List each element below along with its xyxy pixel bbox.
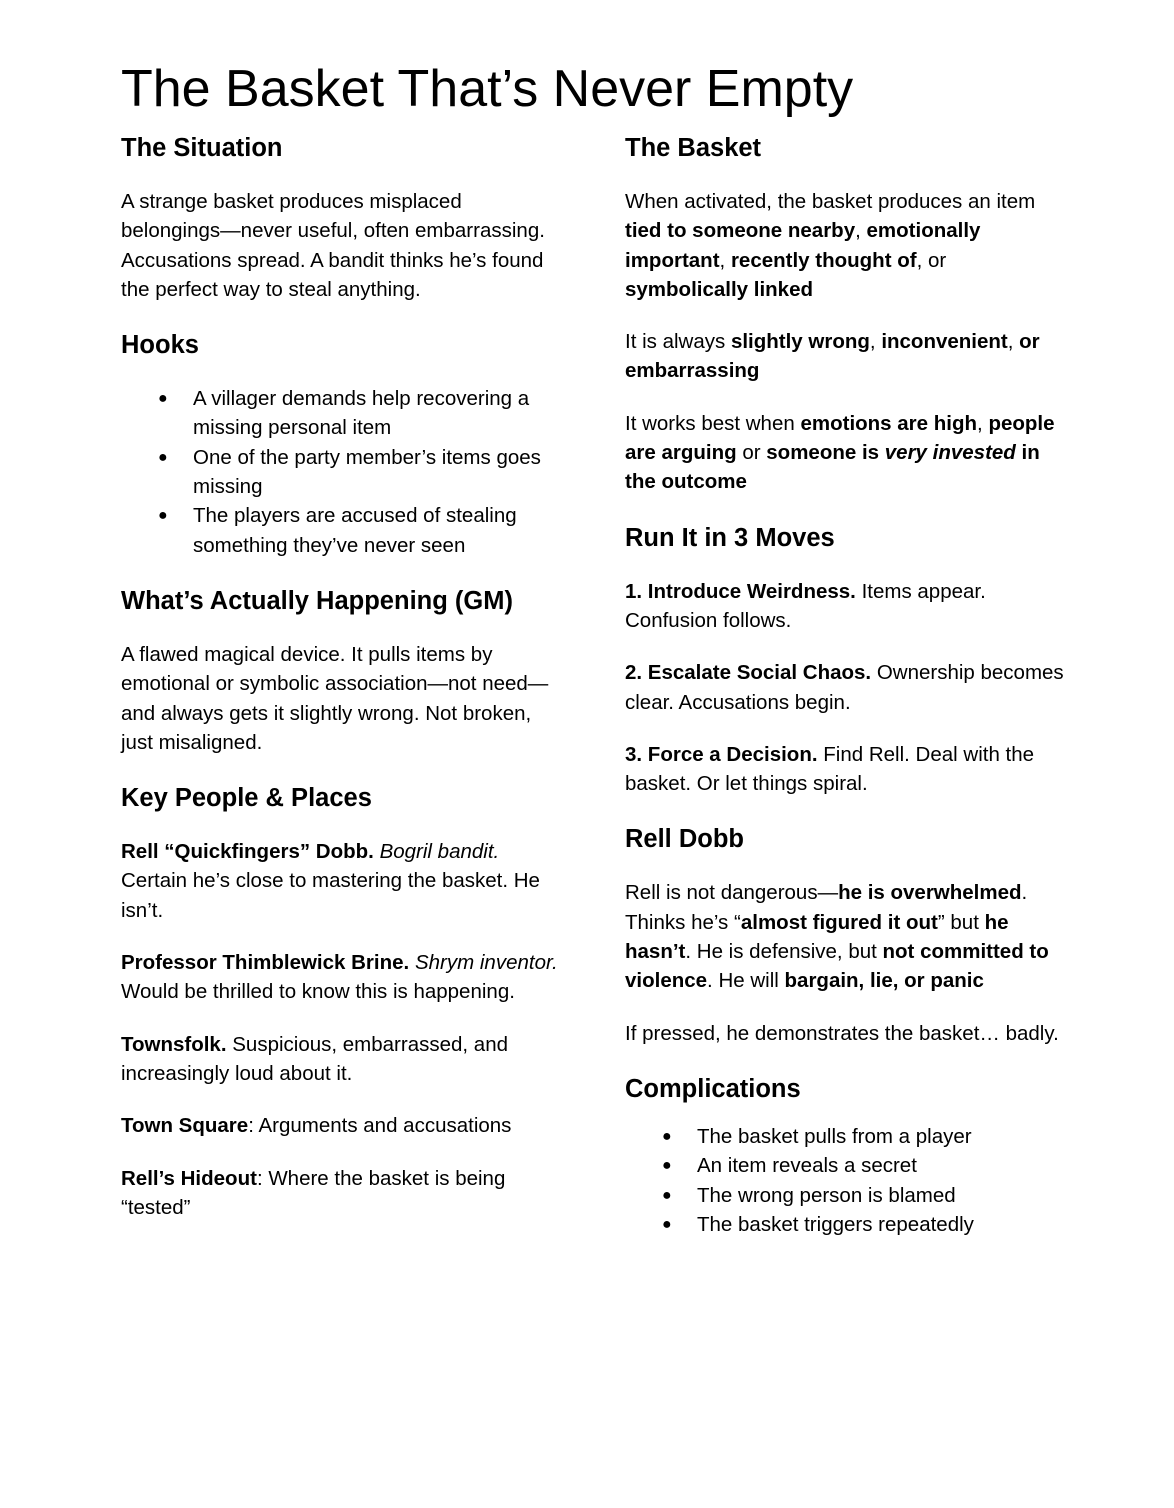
bullet-icon: ● <box>662 1186 672 1204</box>
list-item <box>662 1181 1065 1210</box>
rell-paragraph-2: If pressed, he demonstrates the basket… badly. <box>625 1021 1059 1045</box>
bullet-icon: ● <box>662 1157 672 1175</box>
complications-list <box>625 1122 1065 1239</box>
move-2-label: 2. Escalate Social Chaos. <box>625 661 872 685</box>
townsfolk-name: Townsfolk. <box>121 1032 227 1056</box>
bold-run: tied to someone nearby <box>625 219 856 243</box>
rell-name: Rell “Quickfingers” Dobb. <box>121 840 374 864</box>
move-1 <box>625 577 1065 636</box>
complication-text: The basket pulls from a player <box>697 1124 972 1148</box>
bold-run: slightly wrong <box>730 330 870 354</box>
town-square-description: : Arguments and accusations <box>248 1114 512 1138</box>
bullet-icon: ● <box>158 507 168 525</box>
professor-name: Professor Thimblewick Brine. <box>121 951 410 975</box>
text-run: or <box>736 441 767 465</box>
professor-description: Would be thrilled to know this is happening. <box>121 980 515 1004</box>
text-run: It is always <box>625 330 731 354</box>
bold-run: in the outcome <box>625 441 1040 494</box>
complication-text: An item reveals a secret <box>697 1154 917 1178</box>
rell-heading: Rell Dobb <box>625 825 744 854</box>
bold-run: people are arguing <box>625 411 1055 465</box>
move-3-text: Find Rell. Deal with the basket. Or let things spiral. <box>625 742 1035 796</box>
moves-heading: Run It in 3 Moves <box>625 523 835 552</box>
hideout-entry <box>121 1164 561 1223</box>
bold-run: almost figured it out <box>740 910 938 934</box>
text-run: , <box>1007 330 1020 354</box>
bold-run: he hasn’t <box>625 910 1009 964</box>
left-column <box>121 131 561 1222</box>
rell-description: Certain he’s close to mastering the basket. He isn’t. <box>121 869 540 922</box>
town-square-entry <box>121 1111 561 1140</box>
situation-text: A strange basket produces misplaced belongings—never useful, often embarrassing. Accusations spread. A bandit thinks he’s found the perfect way to steal anything. <box>121 190 545 301</box>
text-run: , or <box>916 248 947 272</box>
text-run: . He is defensive, but <box>685 940 883 964</box>
bullet-icon: ● <box>662 1215 672 1233</box>
text-run: It works best when <box>625 411 801 435</box>
text-run: , <box>719 248 731 272</box>
complications-heading: Complications <box>625 1074 801 1103</box>
bullet-icon: ● <box>158 448 168 466</box>
bold-run: symbolically linked <box>625 277 813 301</box>
situation-heading: The Situation <box>121 134 283 162</box>
text-run: . Thinks he’s “ <box>625 881 1028 934</box>
rell-entry <box>121 837 561 925</box>
move-3 <box>625 740 1065 799</box>
basket-heading: The Basket <box>625 134 762 162</box>
complication-text: The basket triggers repeatedly <box>697 1212 974 1236</box>
basket-paragraph-2 <box>625 327 1065 386</box>
move-1-text: Items appear. Confusion follows. <box>625 579 986 632</box>
bold-run: bargain, lie, or panic <box>784 969 984 993</box>
bold-run: he is overwhelmed <box>838 881 1022 905</box>
bold-run: or embarrassing <box>625 330 1040 383</box>
text-run: ” but <box>937 910 985 934</box>
rell-type: Bogril bandit. <box>379 840 500 864</box>
move-2 <box>625 658 1065 717</box>
list-item <box>662 1151 1065 1180</box>
bullet-icon: ● <box>662 1127 672 1145</box>
page-title: The Basket That’s Never Empty <box>121 60 854 118</box>
list-item <box>158 443 561 502</box>
hook-text: The players are accused of stealing something they’ve never seen <box>193 504 517 557</box>
bold-run: not committed to violence <box>625 940 1049 993</box>
town-square-name: Town Square <box>121 1114 249 1138</box>
list-item <box>158 501 561 560</box>
happening-heading: What’s Actually Happening (GM) <box>121 586 513 615</box>
move-2-text: Ownership becomes clear. Accusations begin. <box>625 661 1064 714</box>
list-item <box>662 1122 1065 1151</box>
text-run: , <box>869 330 882 354</box>
bold-run: emotions are high <box>800 411 978 435</box>
bold-run: recently thought of <box>730 248 917 272</box>
townsfolk-description: Suspicious, embarrassed, and increasingly loud about it. <box>121 1032 509 1085</box>
list-item <box>662 1210 1065 1239</box>
professor-entry <box>121 948 561 1007</box>
happening-text: A flawed magical device. It pulls items by emotional or symbolic association—not need—and always gets it slightly wrong. Not broken, just misaligned. <box>121 642 549 754</box>
right-column <box>625 131 1065 1239</box>
basket-paragraph-1 <box>625 187 1065 304</box>
basket-paragraph-3 <box>625 409 1065 497</box>
hook-text: A villager demands help recovering a missing personal item <box>193 387 530 440</box>
rell-paragraph-1 <box>625 878 1065 995</box>
people-heading: Key People & Places <box>121 784 372 813</box>
professor-type: Shrym inventor. <box>414 951 558 975</box>
bold-run: someone is <box>766 441 885 465</box>
hooks-heading: Hooks <box>121 331 199 360</box>
townsfolk-entry <box>121 1030 561 1089</box>
text-run: When activated, the basket produces an item <box>625 190 1036 213</box>
bold-italic-run: very invested <box>884 441 1016 465</box>
bold-run: emotionally important <box>625 219 981 272</box>
text-run: Rell is not dangerous— <box>625 881 839 905</box>
list-item <box>158 384 561 443</box>
hooks-list <box>121 384 561 560</box>
move-1-label: 1. Introduce Weirdness. <box>625 579 856 603</box>
text-run: , <box>977 411 989 435</box>
hideout-name: Rell’s Hideout <box>121 1166 257 1190</box>
hook-text: One of the party member’s items goes missing <box>193 445 541 499</box>
text-run: , <box>855 219 867 243</box>
complication-text: The wrong person is blamed <box>697 1183 956 1207</box>
move-3-label: 3. Force a Decision. <box>625 742 818 766</box>
text-run: . He will <box>707 969 785 993</box>
bullet-icon: ● <box>158 390 168 408</box>
hideout-description: : Where the basket is being “tested” <box>121 1166 506 1219</box>
bold-run: inconvenient <box>881 330 1008 354</box>
